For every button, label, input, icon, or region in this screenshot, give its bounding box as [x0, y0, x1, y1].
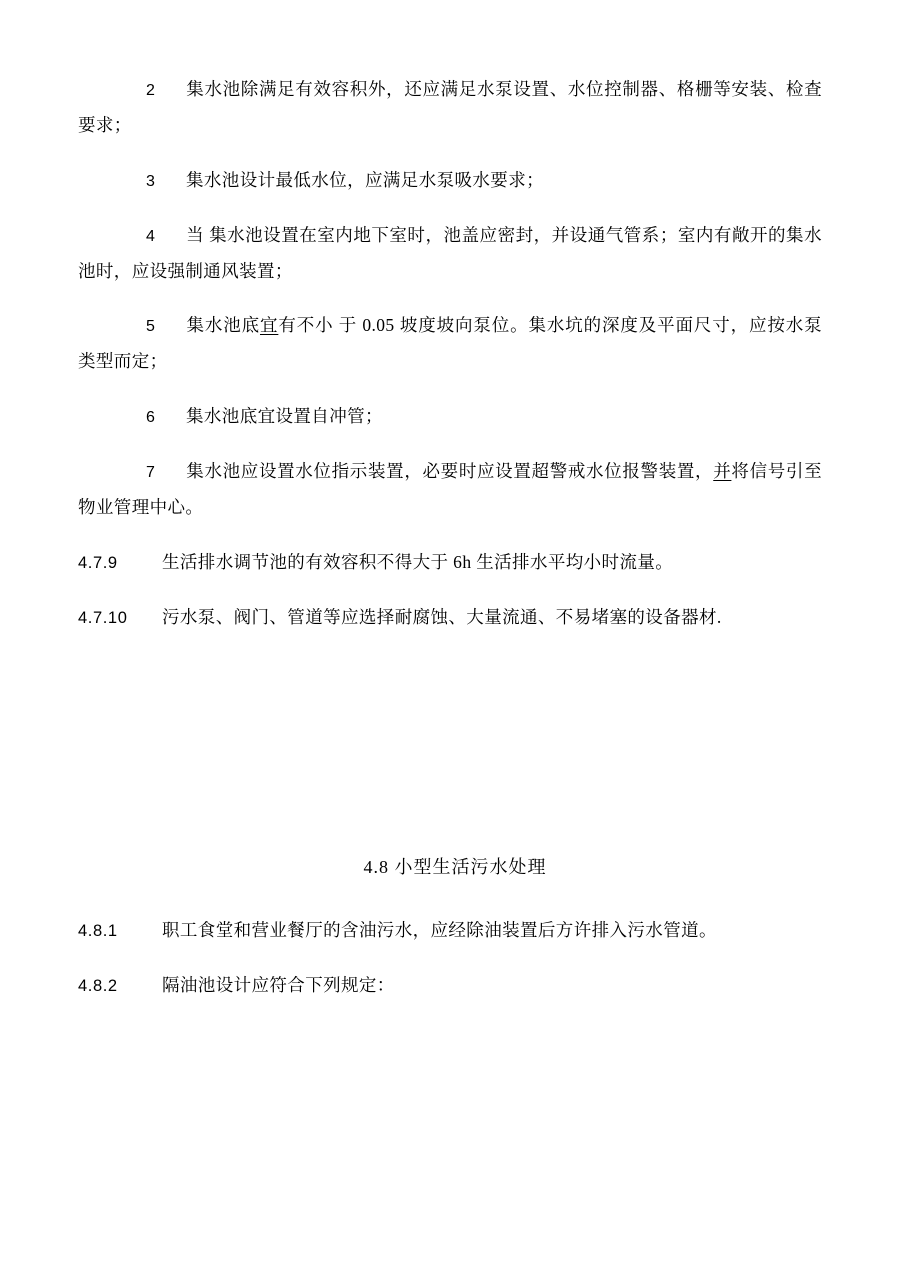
list-item-text: 集水池设计最低水位，应满足水泵吸水要求；: [186, 169, 544, 190]
list-item: [78, 308, 822, 380]
clause-text: 职工食堂和营业餐厅的含油污水，应经除油装置后方许排入污水管道。: [162, 919, 717, 940]
page-content: [78, 72, 822, 1023]
clause-4-7-10: [78, 600, 822, 636]
section-spacer: [78, 655, 822, 851]
clause-4-8-2: [78, 968, 822, 1004]
clause-4-8-1: [78, 913, 822, 949]
clause-4-7-9: [78, 545, 822, 581]
list-item-text: 集水池除满足有效容积外，还应满足水泵设置、水位控制器、格栅等安装、检查要求；: [78, 79, 822, 135]
clause-text: 隔油池设计应符合下列规定：: [162, 974, 395, 995]
list-item-text-after: 将信号引至物业管理中心。: [78, 461, 822, 517]
clause-number: 4.8.2: [78, 976, 118, 995]
list-item-text: 当 集水池设置在室内地下室时，池盖应密封，并设通气管系；室内有敞开的集水池时，应设强制通风装置；: [78, 224, 822, 281]
list-item: [78, 163, 822, 199]
list-item: [78, 72, 822, 144]
list-item-number: 5: [146, 318, 155, 336]
list-item-number: 7: [146, 464, 155, 481]
list-item-text-before: 集水池应设置水位指示装置，必要时应设置超警戒水位报警装置，: [186, 461, 714, 481]
list-item-number: 6: [146, 409, 155, 427]
clause-number: 4.7.10: [78, 608, 128, 627]
list-item-text-underlined: 并: [713, 461, 732, 481]
list-item: [78, 218, 822, 290]
list-item-text-after: 有不小 于 0.05 坡度坡向泵位。集水坑的深度及平面尺寸，应按水泵类型而定；: [78, 315, 822, 372]
clause-number: 4.8.1: [78, 921, 118, 940]
clause-text: 污水泵、阀门、管道等应选择耐腐蚀、大量流通、不易堵塞的设备器材.: [162, 606, 722, 627]
list-item-number: 3: [146, 172, 155, 190]
list-item: [78, 399, 822, 435]
clause-text: 生活排水调节池的有效容积不得大于 6h 生活排水平均小时流量。: [162, 551, 674, 572]
list-item-number: 2: [146, 82, 155, 99]
list-item-text-before: 集水池底: [186, 315, 260, 336]
list-item-text-underlined: 宜: [259, 315, 279, 336]
list-item-text: 集水池底宜设置自冲管；: [186, 406, 383, 427]
clause-number: 4.7.9: [78, 553, 118, 572]
list-item: [78, 454, 822, 526]
list-item-number: 4: [146, 227, 155, 245]
section-heading-4-8: 4.8 小型生活污水处理: [363, 856, 547, 877]
